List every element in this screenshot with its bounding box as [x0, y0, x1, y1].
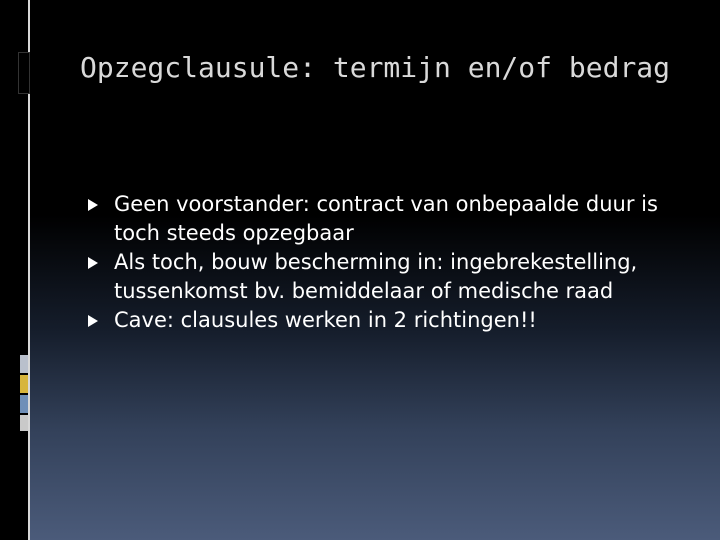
slide-title: Opzegclausule: termijn en/of bedrag: [80, 51, 671, 84]
accent-block-light: [20, 415, 28, 431]
accent-block-gold: [20, 375, 28, 393]
bullet-text: Geen voorstander: contract van onbepaalde duur is toch steeds opzegbaar: [114, 192, 658, 245]
accent-block-grey: [20, 355, 28, 373]
title-accent-block: [18, 52, 30, 94]
triangle-bullet-icon: [88, 315, 98, 327]
bullet-text: Als toch, bouw bescherming in: ingebrekestelling, tussenkomst bv. bemiddelaar of medische raad: [114, 250, 638, 303]
bullet-list: [88, 190, 688, 336]
accent-block-blue: [20, 395, 28, 413]
bullet-item: [88, 248, 688, 305]
bullet-item: [88, 306, 688, 335]
bullet-item: [88, 190, 688, 247]
triangle-bullet-icon: [88, 257, 98, 269]
triangle-bullet-icon: [88, 199, 98, 211]
bullet-text: Cave: clausules werken in 2 richtingen!!: [114, 308, 537, 332]
